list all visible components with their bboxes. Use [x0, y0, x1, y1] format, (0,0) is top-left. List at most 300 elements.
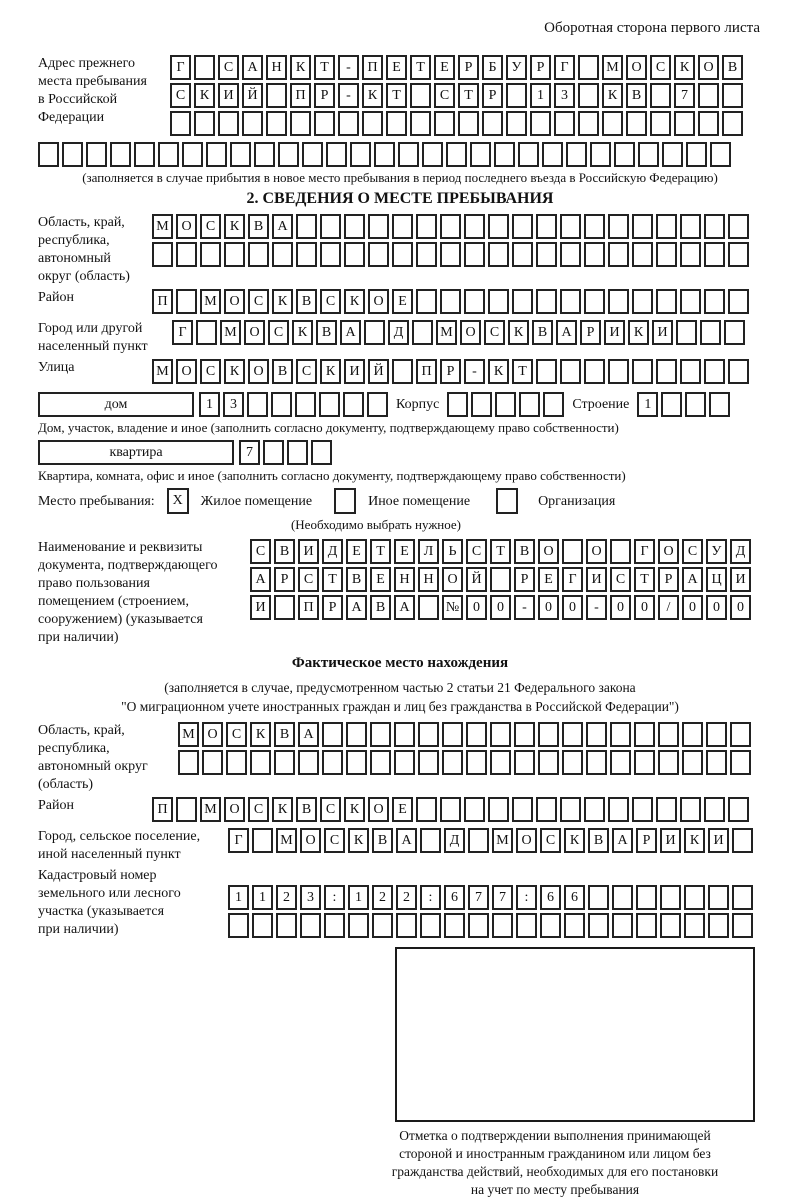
char-box — [374, 142, 395, 167]
char-box — [656, 359, 677, 384]
char-box: Г — [562, 567, 583, 592]
char-box — [416, 289, 437, 314]
char-box — [732, 828, 753, 853]
char-box: - — [338, 55, 359, 80]
cadastral-row-1 — [228, 885, 753, 910]
char-box — [254, 142, 275, 167]
char-box: С — [610, 567, 631, 592]
char-box — [488, 797, 509, 822]
char-box: И — [730, 567, 751, 592]
char-box: Р — [530, 55, 551, 80]
char-box — [506, 111, 527, 136]
region-row-1 — [152, 214, 749, 239]
char-box: Р — [314, 83, 335, 108]
char-box: Й — [242, 83, 263, 108]
char-box — [434, 111, 455, 136]
char-box — [392, 242, 413, 267]
city-row — [172, 320, 745, 345]
char-box — [440, 797, 461, 822]
char-box: С — [320, 797, 341, 822]
apartment-row — [38, 440, 762, 465]
char-box — [276, 913, 297, 938]
house-note: Дом, участок, владение и иное (заполнить согласно документу, подтверждающему право собственности) — [38, 420, 619, 435]
char-box: В — [588, 828, 609, 853]
char-box: А — [396, 828, 417, 853]
text-line: республика, — [38, 741, 110, 756]
char-box — [578, 55, 599, 80]
char-box: Е — [392, 797, 413, 822]
actual-district-label: Район — [38, 798, 74, 813]
char-box: С — [320, 289, 341, 314]
confirmation-stamp-note — [318, 1127, 792, 1199]
char-box: Г — [172, 320, 193, 345]
char-box: 3 — [223, 392, 244, 417]
char-box — [271, 392, 292, 417]
text-line: иной населенный пункт — [38, 847, 181, 862]
char-box — [536, 289, 557, 314]
char-box: 0 — [490, 595, 511, 620]
char-box — [338, 111, 359, 136]
char-box: С — [434, 83, 455, 108]
char-box — [492, 913, 513, 938]
char-box: Е — [346, 539, 367, 564]
char-box — [676, 320, 697, 345]
char-box: А — [250, 567, 271, 592]
char-box — [710, 142, 731, 167]
char-box: Д — [730, 539, 751, 564]
char-box — [176, 797, 197, 822]
text-line: на учет по месту пребывания — [470, 1182, 640, 1197]
char-box — [704, 359, 725, 384]
char-box — [372, 913, 393, 938]
char-box — [364, 320, 385, 345]
cadastral-block — [38, 867, 762, 941]
char-box — [708, 913, 729, 938]
char-box — [680, 214, 701, 239]
char-box — [562, 539, 583, 564]
char-box: 1 — [348, 885, 369, 910]
char-box: С — [540, 828, 561, 853]
char-box: К — [488, 359, 509, 384]
text-line: гражданства действий, необходимых для его постановки — [391, 1164, 719, 1179]
char-box: И — [604, 320, 625, 345]
char-box: П — [298, 595, 319, 620]
char-box — [38, 142, 59, 167]
actual-region-row-1 — [178, 722, 751, 747]
char-box: К — [290, 55, 311, 80]
district-block — [38, 289, 762, 317]
char-box: Р — [636, 828, 657, 853]
char-box — [536, 242, 557, 267]
checkbox-residential: X — [167, 488, 189, 514]
prev-address-block — [38, 55, 762, 139]
char-box — [540, 913, 561, 938]
organization-option-label: Организация — [538, 493, 616, 509]
text-line: округ (область) — [38, 269, 130, 284]
char-box — [263, 440, 284, 465]
char-box: 0 — [610, 595, 631, 620]
char-box: И — [344, 359, 365, 384]
char-box — [542, 142, 563, 167]
char-box — [518, 142, 539, 167]
char-box — [698, 111, 719, 136]
checkbox-other-premises — [334, 488, 356, 514]
char-box: О — [202, 722, 223, 747]
char-box: Е — [434, 55, 455, 80]
char-box — [680, 242, 701, 267]
char-box — [468, 828, 489, 853]
char-box: Р — [274, 567, 295, 592]
char-box: 3 — [300, 885, 321, 910]
char-box: О — [248, 359, 269, 384]
char-box — [287, 440, 308, 465]
char-box — [656, 242, 677, 267]
char-box: - — [586, 595, 607, 620]
prev-address-label — [38, 55, 170, 127]
char-box — [636, 913, 657, 938]
char-box: А — [394, 595, 415, 620]
char-box: М — [200, 797, 221, 822]
char-box — [290, 111, 311, 136]
text-line: Область, край, — [38, 215, 125, 230]
char-box — [196, 320, 217, 345]
prev-address-note: (заполняется в случае прибытия в новое место пребывания в период последнего въезда в Российскую Федерацию) — [82, 170, 718, 185]
char-box — [632, 214, 653, 239]
char-box: 6 — [444, 885, 465, 910]
char-box — [638, 142, 659, 167]
char-box — [464, 214, 485, 239]
char-box: К — [684, 828, 705, 853]
char-box: В — [372, 828, 393, 853]
char-box — [708, 885, 729, 910]
stay-place-label: Место пребывания: — [38, 493, 155, 509]
char-box: И — [708, 828, 729, 853]
char-box — [728, 242, 749, 267]
char-box — [680, 797, 701, 822]
char-box — [706, 750, 727, 775]
char-box: Р — [458, 55, 479, 80]
actual-city-label — [38, 828, 228, 864]
char-box: 2 — [276, 885, 297, 910]
char-box — [266, 83, 287, 108]
confirmation-stamp-box — [395, 947, 755, 1122]
char-box — [674, 111, 695, 136]
char-box — [608, 289, 629, 314]
char-box — [490, 722, 511, 747]
char-box — [634, 722, 655, 747]
char-box: С — [218, 55, 239, 80]
char-box — [362, 111, 383, 136]
char-box — [602, 111, 623, 136]
char-box: Д — [444, 828, 465, 853]
text-line: в Российской — [38, 92, 118, 107]
char-box: О — [516, 828, 537, 853]
char-box — [588, 885, 609, 910]
city-block — [38, 320, 762, 356]
char-box: С — [170, 83, 191, 108]
char-box — [730, 750, 751, 775]
char-box — [464, 289, 485, 314]
char-box: А — [612, 828, 633, 853]
char-box: О — [698, 55, 719, 80]
char-box — [442, 750, 463, 775]
char-box — [698, 83, 719, 108]
char-box — [636, 885, 657, 910]
char-box: В — [316, 320, 337, 345]
char-box: Л — [418, 539, 439, 564]
char-box: М — [436, 320, 457, 345]
char-box: Т — [634, 567, 655, 592]
char-box: К — [272, 289, 293, 314]
char-box: В — [248, 214, 269, 239]
char-box — [447, 392, 468, 417]
char-box — [658, 750, 679, 775]
char-box — [194, 55, 215, 80]
char-box — [446, 142, 467, 167]
char-box — [274, 595, 295, 620]
stroenie-label: Строение — [572, 397, 630, 412]
char-box — [444, 913, 465, 938]
char-box — [398, 142, 419, 167]
char-box: О — [442, 567, 463, 592]
char-box — [466, 722, 487, 747]
char-box — [590, 142, 611, 167]
char-box — [658, 722, 679, 747]
char-box — [516, 913, 537, 938]
char-box — [560, 242, 581, 267]
house-type-box: дом — [38, 392, 194, 417]
char-box: П — [362, 55, 383, 80]
text-line: право пользования — [38, 576, 150, 591]
korpus-row — [447, 392, 564, 417]
char-box: 2 — [396, 885, 417, 910]
char-box — [562, 722, 583, 747]
char-box: О — [538, 539, 559, 564]
prev-address-row-2 — [170, 83, 743, 108]
char-box: У — [506, 55, 527, 80]
char-box: Т — [386, 83, 407, 108]
char-box — [494, 142, 515, 167]
stroenie-row — [637, 392, 730, 417]
char-box — [298, 750, 319, 775]
page-side-note: Оборотная сторона первого листа — [544, 20, 760, 36]
char-box — [536, 214, 557, 239]
char-box — [471, 392, 492, 417]
char-box — [302, 142, 323, 167]
char-box: К — [250, 722, 271, 747]
char-box: К — [344, 289, 365, 314]
char-box — [732, 885, 753, 910]
char-box: М — [492, 828, 513, 853]
char-box: 3 — [554, 83, 575, 108]
char-box — [370, 750, 391, 775]
char-box: 0 — [466, 595, 487, 620]
char-box — [588, 913, 609, 938]
char-box — [578, 111, 599, 136]
char-box — [348, 913, 369, 938]
char-box — [650, 83, 671, 108]
char-box: Ь — [442, 539, 463, 564]
char-box: С — [226, 722, 247, 747]
char-box — [661, 392, 682, 417]
char-box — [728, 214, 749, 239]
char-box: Р — [482, 83, 503, 108]
char-box: Г — [170, 55, 191, 80]
char-box: А — [272, 214, 293, 239]
char-box — [584, 214, 605, 239]
char-box — [728, 797, 749, 822]
text-line: документа, подтверждающего — [38, 558, 218, 573]
char-box — [440, 242, 461, 267]
char-box — [680, 359, 701, 384]
char-box: К — [194, 83, 215, 108]
char-box — [370, 722, 391, 747]
char-box — [614, 142, 635, 167]
char-box — [512, 797, 533, 822]
char-box — [724, 320, 745, 345]
house-number-row — [199, 392, 388, 417]
char-box: : — [324, 885, 345, 910]
char-box — [488, 242, 509, 267]
char-box — [272, 242, 293, 267]
char-box — [62, 142, 83, 167]
char-box — [300, 913, 321, 938]
char-box: Г — [634, 539, 655, 564]
text-line: Наименование и реквизиты — [38, 540, 203, 555]
char-box — [440, 289, 461, 314]
char-box: С — [200, 359, 221, 384]
char-box: С — [650, 55, 671, 80]
char-box — [344, 214, 365, 239]
text-line: населенный пункт — [38, 339, 148, 354]
char-box: С — [250, 539, 271, 564]
char-box — [506, 83, 527, 108]
char-box: - — [338, 83, 359, 108]
char-box: А — [346, 595, 367, 620]
char-box: К — [564, 828, 585, 853]
char-box: С — [248, 797, 269, 822]
char-box: : — [420, 885, 441, 910]
char-box: С — [248, 289, 269, 314]
char-box — [536, 797, 557, 822]
char-box: 1 — [637, 392, 658, 417]
char-box — [722, 111, 743, 136]
char-box: В — [514, 539, 535, 564]
char-box — [608, 797, 629, 822]
char-box: П — [152, 797, 173, 822]
stay-place-note: (Необходимо выбрать нужное) — [290, 517, 462, 532]
char-box — [322, 722, 343, 747]
char-box — [320, 242, 341, 267]
char-box — [538, 722, 559, 747]
char-box — [562, 750, 583, 775]
char-box — [344, 242, 365, 267]
char-box — [176, 242, 197, 267]
char-box: Н — [418, 567, 439, 592]
char-box: К — [508, 320, 529, 345]
char-box — [682, 722, 703, 747]
region-block — [38, 214, 762, 286]
char-box — [656, 289, 677, 314]
char-box — [410, 83, 431, 108]
char-box — [202, 750, 223, 775]
char-box: Р — [658, 567, 679, 592]
char-box — [584, 242, 605, 267]
char-box — [420, 913, 441, 938]
char-box — [367, 392, 388, 417]
char-box — [296, 242, 317, 267]
char-box: С — [296, 359, 317, 384]
char-box: В — [370, 595, 391, 620]
char-box: К — [674, 55, 695, 80]
document-row-2 — [250, 567, 751, 592]
char-box: 0 — [706, 595, 727, 620]
char-box: А — [242, 55, 263, 80]
actual-region-row-2 — [178, 750, 751, 775]
char-box: Т — [490, 539, 511, 564]
char-box — [512, 289, 533, 314]
other-premises-option-label: Иное помещение — [368, 493, 471, 509]
char-box: А — [340, 320, 361, 345]
char-box — [632, 359, 653, 384]
char-box — [86, 142, 107, 167]
char-box — [152, 242, 173, 267]
char-box: К — [224, 214, 245, 239]
char-box: А — [298, 722, 319, 747]
char-box — [709, 392, 730, 417]
char-box: Н — [266, 55, 287, 80]
char-box: К — [320, 359, 341, 384]
char-box — [560, 359, 581, 384]
char-box — [416, 242, 437, 267]
char-box — [684, 913, 705, 938]
char-box — [632, 242, 653, 267]
text-line: Федерации — [38, 110, 105, 125]
char-box: В — [296, 797, 317, 822]
actual-location-title: Фактическое место нахождения — [291, 655, 509, 671]
char-box: Т — [410, 55, 431, 80]
char-box: 7 — [674, 83, 695, 108]
text-line: сооружением) (указывается — [38, 612, 203, 627]
char-box — [194, 111, 215, 136]
char-box — [728, 359, 749, 384]
char-box — [158, 142, 179, 167]
char-box: Е — [538, 567, 559, 592]
text-line: Отметка о подтверждении выполнения принимающей — [399, 1128, 711, 1143]
char-box — [228, 913, 249, 938]
char-box — [626, 111, 647, 136]
char-box — [704, 289, 725, 314]
char-box: М — [220, 320, 241, 345]
char-box: Р — [580, 320, 601, 345]
char-box — [442, 722, 463, 747]
text-line: Кадастровый номер — [38, 868, 157, 883]
char-box — [266, 111, 287, 136]
char-box — [320, 214, 341, 239]
char-box — [230, 142, 251, 167]
char-box — [662, 142, 683, 167]
char-box — [410, 111, 431, 136]
document-block — [38, 539, 762, 647]
prev-address-row-4 — [38, 142, 762, 167]
char-box: - — [464, 359, 485, 384]
char-box — [488, 289, 509, 314]
char-box: О — [626, 55, 647, 80]
char-box: И — [250, 595, 271, 620]
char-box: М — [200, 289, 221, 314]
char-box — [324, 913, 345, 938]
char-box — [226, 750, 247, 775]
